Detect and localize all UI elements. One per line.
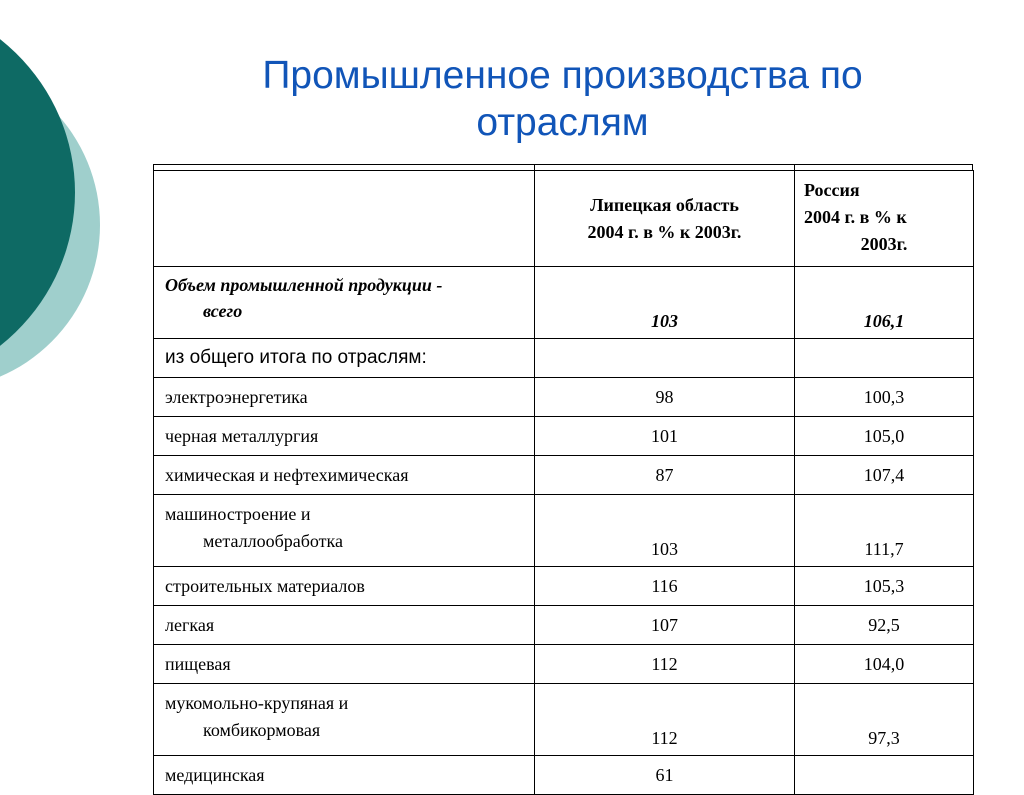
slide-title: [150, 52, 975, 146]
russia-value: 100,3: [795, 378, 974, 417]
lipetsk-value: 103: [535, 267, 795, 339]
table-row: [154, 645, 974, 684]
russia-value: 111,7: [795, 495, 974, 567]
russia-value: [795, 756, 974, 795]
table-row: [154, 417, 974, 456]
russia-value: 105,0: [795, 417, 974, 456]
row-label: медицинская: [154, 756, 535, 795]
lipetsk-value: 98: [535, 378, 795, 417]
industry-table: [153, 170, 974, 795]
table-header-row: [154, 171, 974, 267]
row-label: черная металлургия: [154, 417, 535, 456]
lipetsk-value: [535, 339, 795, 378]
row-label: электроэнергетика: [154, 378, 535, 417]
russia-value: 104,0: [795, 645, 974, 684]
lipetsk-value: 103: [535, 495, 795, 567]
lipetsk-value: 116: [535, 567, 795, 606]
slide-title-line1: Промышленное производства по: [262, 54, 863, 97]
industry-table-container: [153, 164, 973, 795]
table-row: [154, 756, 974, 795]
table-row: [154, 456, 974, 495]
header-cell-empty: [154, 171, 535, 267]
russia-value: [795, 339, 974, 378]
header-russia-line1: Россия: [804, 180, 860, 200]
row-label: пищевая: [154, 645, 535, 684]
header-cell-lipetsk: [535, 171, 795, 267]
row-label-line1: мукомольно-крупяная и: [165, 693, 349, 713]
lipetsk-value: 107: [535, 606, 795, 645]
row-label-line2: металлообработка: [203, 531, 343, 551]
table-row: [154, 684, 974, 756]
russia-value: 97,3: [795, 684, 974, 756]
table-row: [154, 378, 974, 417]
lipetsk-value: 101: [535, 417, 795, 456]
table-row-subtitle: [154, 339, 974, 378]
slide-title-line2: отраслям: [476, 101, 649, 144]
lipetsk-value: 87: [535, 456, 795, 495]
header-russia-line2: 2004 г. в % к: [804, 207, 907, 227]
russia-value: 107,4: [795, 456, 974, 495]
russia-value: 92,5: [795, 606, 974, 645]
table-row: [154, 495, 974, 567]
table-top-rule: [153, 164, 973, 170]
row-label: [154, 684, 535, 756]
header-russia-line3: 2003г.: [860, 234, 908, 254]
row-label-line1: Объем промышленной продукции -: [165, 275, 443, 295]
row-label: строительных материалов: [154, 567, 535, 606]
row-label-line1: машиностроение и: [165, 504, 311, 524]
row-label: [154, 267, 535, 339]
table-row: [154, 567, 974, 606]
row-label-line2: комбикормовая: [203, 720, 321, 740]
row-label: [154, 495, 535, 567]
lipetsk-value: 61: [535, 756, 795, 795]
table-row: [154, 606, 974, 645]
row-label: химическая и нефтехимическая: [154, 456, 535, 495]
lipetsk-value: 112: [535, 684, 795, 756]
row-label: легкая: [154, 606, 535, 645]
russia-value: 106,1: [795, 267, 974, 339]
table-row-total: [154, 267, 974, 339]
russia-value: 105,3: [795, 567, 974, 606]
header-lipetsk-line1: Липецкая область: [590, 194, 739, 215]
header-cell-russia: [795, 171, 974, 267]
header-lipetsk-line2: 2004 г. в % к 2003г.: [587, 221, 742, 242]
row-label-line2: всего: [203, 301, 243, 321]
lipetsk-value: 112: [535, 645, 795, 684]
row-label: из общего итога по отраслям:: [154, 339, 535, 378]
